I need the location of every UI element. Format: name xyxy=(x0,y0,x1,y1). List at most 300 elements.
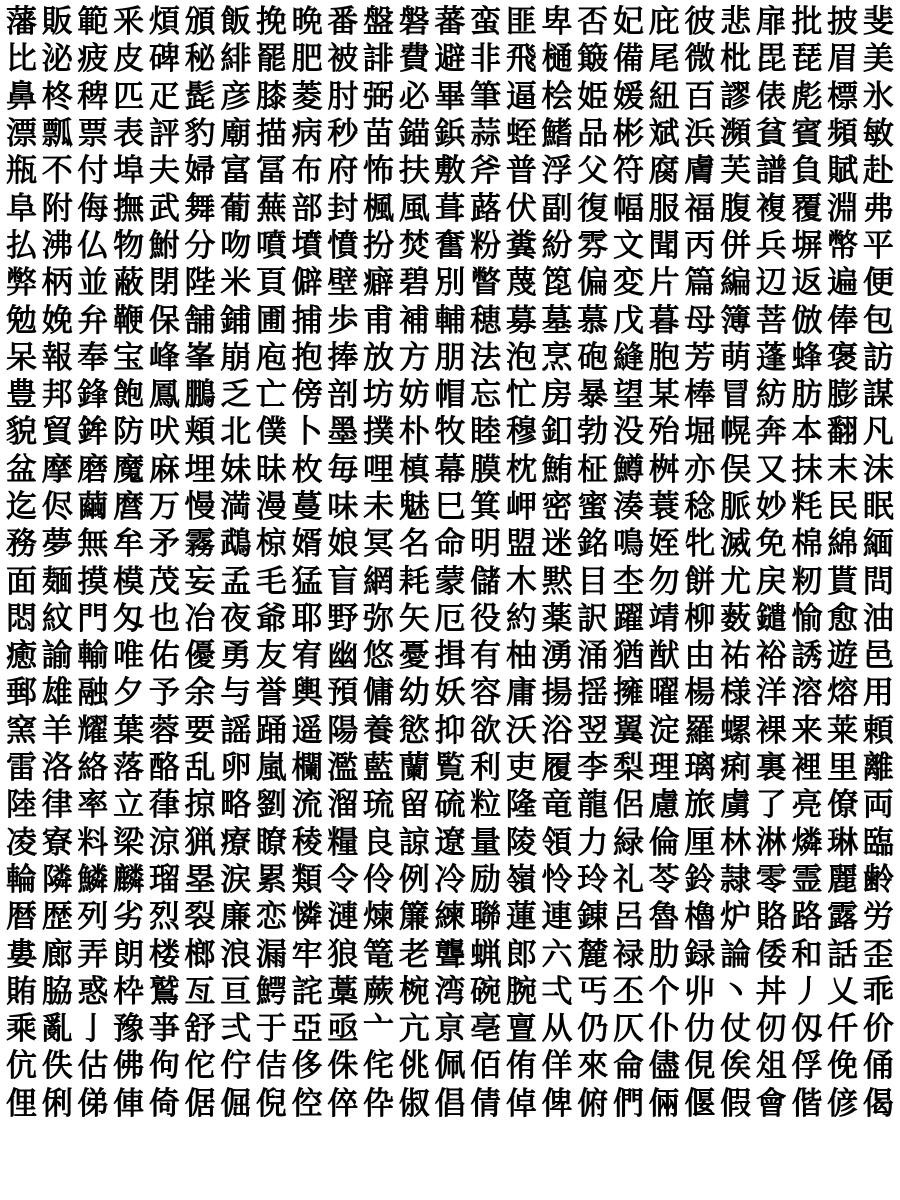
kanji-char: 佝 xyxy=(148,1048,180,1085)
kanji-char: 盆 xyxy=(6,451,37,488)
kanji-char: 俟 xyxy=(720,1048,752,1085)
kanji-char: 又 xyxy=(755,451,787,488)
kanji-char: 戻 xyxy=(755,563,787,600)
kanji-char: 謀 xyxy=(862,377,894,414)
kanji-char: 歩 xyxy=(327,302,359,339)
kanji-char: 鰐 xyxy=(255,973,287,1010)
kanji-char: 舞 xyxy=(184,190,216,227)
kanji-char: 糞 xyxy=(505,227,537,264)
kanji-char: 俚 xyxy=(6,1085,37,1122)
kanji-char: 弼 xyxy=(363,78,395,115)
kanji-char: 要 xyxy=(184,712,216,749)
kanji-char: 剖 xyxy=(327,377,359,414)
kanji-char: 耶 xyxy=(291,600,323,637)
kanji-char: 舒 xyxy=(184,1011,216,1048)
kanji-char: 蓬 xyxy=(755,339,787,376)
kanji-char: 編 xyxy=(720,265,752,302)
kanji-char: 瑠 xyxy=(148,861,180,898)
kanji-char: 詫 xyxy=(291,973,323,1010)
kanji-char: 墳 xyxy=(291,227,323,264)
kanji-char: 覆 xyxy=(791,190,823,227)
kanji-char: 揖 xyxy=(434,638,466,675)
kanji-char: 秘 xyxy=(184,41,216,78)
kanji-char: 忙 xyxy=(505,377,537,414)
kanji-char: 奔 xyxy=(755,414,787,451)
kanji-char: 蘭 xyxy=(398,750,430,787)
kanji-char: 慢 xyxy=(184,489,216,525)
kanji-char: 良 xyxy=(363,824,395,861)
kanji-char: 律 xyxy=(41,787,73,824)
kanji-char: 夢 xyxy=(41,526,73,563)
kanji-char: 複 xyxy=(755,190,787,227)
kanji-char: 枕 xyxy=(505,451,537,488)
kanji-char: 保 xyxy=(148,302,180,339)
kanji-char: 風 xyxy=(398,190,430,227)
kanji-char: 呂 xyxy=(612,899,644,936)
kanji-row xyxy=(6,190,894,227)
kanji-char: 冒 xyxy=(720,377,752,414)
kanji-char: 筆 xyxy=(470,78,502,115)
kanji-char: 槙 xyxy=(398,451,430,488)
kanji-char: 令 xyxy=(327,861,359,898)
kanji-char: 朴 xyxy=(398,414,430,451)
kanji-char: 稔 xyxy=(684,489,716,525)
kanji-char: 也 xyxy=(148,600,180,637)
kanji-char: 路 xyxy=(791,899,823,936)
kanji-char: 門 xyxy=(77,600,109,637)
kanji-char: 厄 xyxy=(434,600,466,637)
kanji-char: 氷 xyxy=(862,78,894,115)
kanji-char: 募 xyxy=(505,302,537,339)
kanji-char: 冶 xyxy=(184,600,216,637)
kanji-char: 亙 xyxy=(184,973,216,1010)
kanji-char: 蔓 xyxy=(291,489,323,525)
kanji-char: 媛 xyxy=(612,78,644,115)
kanji-char: 峰 xyxy=(148,339,180,376)
kanji-char: 役 xyxy=(470,600,502,637)
kanji-char: 崩 xyxy=(220,339,252,376)
kanji-char: 眉 xyxy=(827,41,859,78)
kanji-char: 浜 xyxy=(684,116,716,153)
kanji-char: 必 xyxy=(398,78,430,115)
kanji-char: 零 xyxy=(755,861,787,898)
kanji-char: 忘 xyxy=(470,377,502,414)
kanji-char: 俣 xyxy=(720,451,752,488)
kanji-char: 誘 xyxy=(791,638,823,675)
kanji-char: 假 xyxy=(720,1085,752,1122)
kanji-char: 籾 xyxy=(791,563,823,600)
kanji-char: 閉 xyxy=(148,265,180,302)
kanji-char: 蕨 xyxy=(363,973,395,1010)
kanji-char: 凡 xyxy=(862,414,894,451)
kanji-char: 連 xyxy=(541,899,573,936)
kanji-char: 糧 xyxy=(327,824,359,861)
kanji-char: 片 xyxy=(648,265,680,302)
kanji-char: 病 xyxy=(291,116,323,153)
kanji-char: 眠 xyxy=(862,489,894,525)
kanji-char: 癖 xyxy=(363,265,395,302)
kanji-row xyxy=(6,340,894,377)
kanji-char: 黙 xyxy=(541,563,573,600)
kanji-char: 放 xyxy=(363,339,395,376)
kanji-char: 亳 xyxy=(470,1011,502,1048)
kanji-char: 弌 xyxy=(541,973,573,1010)
kanji-char: 利 xyxy=(470,750,502,787)
kanji-char: 俤 xyxy=(77,1085,109,1122)
kanji-char: 捕 xyxy=(291,302,323,339)
kanji-char: 復 xyxy=(577,190,609,227)
kanji-char: 魯 xyxy=(648,899,680,936)
kanji-char: 謬 xyxy=(720,78,752,115)
kanji-char: 評 xyxy=(148,116,180,153)
kanji-row xyxy=(6,563,894,600)
kanji-char: 亟 xyxy=(327,1011,359,1048)
kanji-char: 陸 xyxy=(6,787,37,824)
kanji-char: 料 xyxy=(77,824,109,861)
kanji-char: 平 xyxy=(862,227,894,264)
kanji-char: 仍 xyxy=(577,1011,609,1048)
kanji-char: 泡 xyxy=(505,339,537,376)
kanji-char: 妖 xyxy=(434,675,466,712)
kanji-char: 霧 xyxy=(184,526,216,563)
kanji-char: 名 xyxy=(398,526,430,563)
kanji-char: 輸 xyxy=(77,638,109,675)
kanji-char: 福 xyxy=(684,190,716,227)
kanji-char: 布 xyxy=(291,153,323,190)
kanji-char: 頻 xyxy=(827,116,859,153)
kanji-char: 碧 xyxy=(398,265,430,302)
kanji-char: 欲 xyxy=(470,712,502,749)
kanji-char: 盤 xyxy=(363,4,395,41)
kanji-char: 頒 xyxy=(184,4,216,41)
kanji-char: 歪 xyxy=(862,936,894,973)
kanji-char: 涼 xyxy=(148,824,180,861)
kanji-char: 淵 xyxy=(827,190,859,227)
kanji-char: 累 xyxy=(255,861,287,898)
kanji-char: 摸 xyxy=(77,563,109,600)
kanji-char: 老 xyxy=(398,936,430,973)
kanji-char: 緬 xyxy=(862,526,894,563)
kanji-char: 肘 xyxy=(327,78,359,115)
kanji-char: 論 xyxy=(720,936,752,973)
kanji-char: 漂 xyxy=(6,116,37,153)
kanji-char: 弄 xyxy=(77,936,109,973)
kanji-char: 略 xyxy=(220,787,252,824)
kanji-char: 猷 xyxy=(648,638,680,675)
kanji-char: 猶 xyxy=(612,638,644,675)
kanji-char: 乱 xyxy=(184,750,216,787)
kanji-char: 聯 xyxy=(470,899,502,936)
kanji-char: 味 xyxy=(327,489,359,525)
kanji-char: 仄 xyxy=(612,1011,644,1048)
kanji-char: 陵 xyxy=(505,824,537,861)
kanji-char: 洛 xyxy=(41,750,73,787)
kanji-char: 履 xyxy=(541,750,573,787)
kanji-char: 俔 xyxy=(684,1048,716,1085)
kanji-char: 泌 xyxy=(41,41,73,78)
kanji-char: 膚 xyxy=(684,153,716,190)
kanji-char: 伏 xyxy=(505,190,537,227)
kanji-char: 俐 xyxy=(41,1085,73,1122)
kanji-char: 話 xyxy=(827,936,859,973)
kanji-char: 朗 xyxy=(113,936,145,973)
kanji-char: 暦 xyxy=(6,899,37,936)
kanji-char: 木 xyxy=(505,563,537,600)
kanji-char: 隣 xyxy=(41,861,73,898)
kanji-char: 妹 xyxy=(220,451,252,488)
kanji-char: 欄 xyxy=(291,750,323,787)
kanji-char: 免 xyxy=(755,526,787,563)
kanji-char: 聾 xyxy=(434,936,466,973)
kanji-char: 鵡 xyxy=(220,526,252,563)
kanji-char: 涙 xyxy=(220,861,252,898)
kanji-char: 蕃 xyxy=(434,4,466,41)
kanji-char: 励 xyxy=(470,861,502,898)
kanji-char: 脇 xyxy=(41,973,73,1010)
kanji-char: 佰 xyxy=(470,1048,502,1085)
kanji-char: 箕 xyxy=(470,489,502,525)
kanji-char: 輪 xyxy=(6,861,37,898)
kanji-char: 毘 xyxy=(755,41,787,78)
kanji-char: 桝 xyxy=(648,451,680,488)
kanji-char: 雷 xyxy=(6,750,37,787)
kanji-char: 溶 xyxy=(791,675,823,712)
kanji-char: 硫 xyxy=(434,787,466,824)
kanji-char: 篭 xyxy=(363,936,395,973)
kanji-row xyxy=(6,414,894,451)
kanji-char: 冷 xyxy=(434,861,466,898)
kanji-char: 侭 xyxy=(41,489,73,525)
kanji-char: 昧 xyxy=(255,451,287,488)
kanji-char: 髭 xyxy=(184,78,216,115)
kanji-char: 湊 xyxy=(612,489,644,525)
kanji-char: 鳳 xyxy=(148,377,180,414)
kanji-char: 麻 xyxy=(148,451,180,488)
kanji-char: 揚 xyxy=(541,675,573,712)
kanji-char: 誹 xyxy=(363,41,395,78)
kanji-char: 養 xyxy=(363,712,395,749)
kanji-char: 婿 xyxy=(291,526,323,563)
kanji-char: 普 xyxy=(505,153,537,190)
kanji-char: 穂 xyxy=(470,302,502,339)
kanji-char: 琉 xyxy=(363,787,395,824)
kanji-char: 鑓 xyxy=(755,600,787,637)
kanji-char: 柊 xyxy=(41,78,73,115)
kanji-char: 魅 xyxy=(398,489,430,525)
kanji-char: 梁 xyxy=(113,824,145,861)
kanji-char: 烹 xyxy=(541,339,573,376)
kanji-grid xyxy=(6,4,894,1123)
kanji-char: 符 xyxy=(612,153,644,190)
kanji-char: 疋 xyxy=(148,78,180,115)
kanji-char: 翌 xyxy=(577,712,609,749)
kanji-char: 表 xyxy=(113,116,145,153)
kanji-char: 紛 xyxy=(541,227,573,264)
kanji-char: 補 xyxy=(398,302,430,339)
kanji-char: 腕 xyxy=(505,973,537,1010)
kanji-char: 豫 xyxy=(113,1011,145,1048)
kanji-char: 篇 xyxy=(684,265,716,302)
kanji-char: 麗 xyxy=(827,861,859,898)
kanji-char: 菱 xyxy=(291,78,323,115)
kanji-char: 迄 xyxy=(6,489,37,525)
kanji-char: 俛 xyxy=(827,1048,859,1085)
kanji-char: 仞 xyxy=(755,1011,787,1048)
kanji-char: 芙 xyxy=(720,153,752,190)
kanji-char: 侶 xyxy=(612,787,644,824)
kanji-char: 帽 xyxy=(434,377,466,414)
kanji-char: 鱗 xyxy=(77,861,109,898)
kanji-char: 亂 xyxy=(41,1011,73,1048)
kanji-char: 勿 xyxy=(648,563,680,600)
kanji-char: 琳 xyxy=(827,824,859,861)
kanji-char: 避 xyxy=(434,41,466,78)
kanji-char: 烈 xyxy=(148,899,180,936)
kanji-char: 併 xyxy=(720,227,752,264)
kanji-char: 模 xyxy=(113,563,145,600)
kanji-char: 棉 xyxy=(791,526,823,563)
kanji-char: 飯 xyxy=(220,4,252,41)
kanji-char: 扉 xyxy=(755,4,787,41)
kanji-char: 卑 xyxy=(541,4,573,41)
kanji-char: 非 xyxy=(470,41,502,78)
kanji-char: 郵 xyxy=(6,675,37,712)
kanji-char: 悲 xyxy=(720,4,752,41)
kanji-char: 葎 xyxy=(148,787,180,824)
kanji-char: 容 xyxy=(470,675,502,712)
kanji-char: 楼 xyxy=(148,936,180,973)
kanji-char: 侮 xyxy=(77,190,109,227)
kanji-char: 戊 xyxy=(612,302,644,339)
kanji-char: 佑 xyxy=(148,638,180,675)
kanji-char: 悠 xyxy=(363,638,395,675)
kanji-char: 遊 xyxy=(827,638,859,675)
kanji-row xyxy=(6,153,894,190)
kanji-char: 倥 xyxy=(291,1085,323,1122)
kanji-char: 蕗 xyxy=(470,190,502,227)
kanji-char: 儲 xyxy=(470,563,502,600)
kanji-char: 赴 xyxy=(862,153,894,190)
kanji-char: 備 xyxy=(612,41,644,78)
kanji-row xyxy=(6,974,894,1011)
kanji-char: 掠 xyxy=(184,787,216,824)
kanji-char: 不 xyxy=(41,153,73,190)
kanji-char: 藁 xyxy=(327,973,359,1010)
kanji-char: 淋 xyxy=(755,824,787,861)
kanji-char: 葺 xyxy=(434,190,466,227)
kanji-char: 佛 xyxy=(113,1048,145,1085)
kanji-char: 遥 xyxy=(291,712,323,749)
kanji-char: 蒜 xyxy=(470,116,502,153)
kanji-char: 葉 xyxy=(113,712,145,749)
kanji-char: 蒙 xyxy=(434,563,466,600)
kanji-char: 淀 xyxy=(648,712,680,749)
kanji-char: 服 xyxy=(648,190,680,227)
kanji-char: 耀 xyxy=(77,712,109,749)
kanji-char: 榔 xyxy=(184,936,216,973)
kanji-char: 理 xyxy=(648,750,680,787)
kanji-char: 魔 xyxy=(113,451,145,488)
kanji-char: 離 xyxy=(862,750,894,787)
kanji-char: 怜 xyxy=(541,861,573,898)
kanji-char: 部 xyxy=(291,190,323,227)
kanji-char: 湾 xyxy=(434,973,466,1010)
kanji-char: 釆 xyxy=(113,4,145,41)
kanji-row xyxy=(6,862,894,899)
kanji-char: 牢 xyxy=(291,936,323,973)
kanji-row xyxy=(6,265,894,302)
kanji-char: 慕 xyxy=(577,302,609,339)
kanji-char: 廉 xyxy=(220,899,252,936)
kanji-char: 問 xyxy=(862,563,894,600)
kanji-char: 臨 xyxy=(862,824,894,861)
kanji-char: 里 xyxy=(827,750,859,787)
kanji-char: 虜 xyxy=(720,787,752,824)
kanji-char: 柾 xyxy=(577,451,609,488)
kanji-char: 幼 xyxy=(398,675,430,712)
kanji-char: 冨 xyxy=(255,153,287,190)
kanji-char: 吏 xyxy=(505,750,537,787)
kanji-row xyxy=(6,377,894,414)
kanji-char: 揺 xyxy=(577,675,609,712)
kanji-char: 墨 xyxy=(327,414,359,451)
kanji-char: 微 xyxy=(684,41,716,78)
kanji-row xyxy=(6,79,894,116)
kanji-char: 丙 xyxy=(684,227,716,264)
kanji-char: 鵬 xyxy=(184,377,216,414)
kanji-char: 用 xyxy=(862,675,894,712)
kanji-char: 釦 xyxy=(541,414,573,451)
kanji-char: 誉 xyxy=(255,675,287,712)
kanji-char: 披 xyxy=(827,4,859,41)
kanji-char: 分 xyxy=(184,227,216,264)
kanji-char: 米 xyxy=(220,265,252,302)
kanji-char: 隆 xyxy=(505,787,537,824)
kanji-row xyxy=(6,116,894,153)
kanji-char: 肪 xyxy=(791,377,823,414)
kanji-char: 肋 xyxy=(648,936,680,973)
kanji-char: 侏 xyxy=(327,1048,359,1085)
kanji-char: 飛 xyxy=(505,41,537,78)
kanji-char: 莱 xyxy=(827,712,859,749)
kanji-char: 俯 xyxy=(577,1085,609,1122)
kanji-char: 箆 xyxy=(541,265,573,302)
kanji-char: 卵 xyxy=(220,750,252,787)
kanji-char: 瀕 xyxy=(720,116,752,153)
kanji-char: 倭 xyxy=(755,936,787,973)
kanji-char: 逼 xyxy=(505,78,537,115)
kanji-char: 猟 xyxy=(184,824,216,861)
kanji-char: 磐 xyxy=(398,4,430,41)
kanji-char: 伶 xyxy=(363,861,395,898)
kanji-char: 翼 xyxy=(612,712,644,749)
kanji-char: 紋 xyxy=(41,600,73,637)
kanji-char: 脈 xyxy=(720,489,752,525)
kanji-char: 龍 xyxy=(577,787,609,824)
kanji-char: 丶 xyxy=(720,973,752,1010)
kanji-char: 油 xyxy=(862,600,894,637)
kanji-char: 惑 xyxy=(77,973,109,1010)
kanji-char: 払 xyxy=(6,227,37,264)
kanji-char: 鋒 xyxy=(77,377,109,414)
kanji-char: 佇 xyxy=(220,1048,252,1085)
kanji-char: 寮 xyxy=(41,824,73,861)
kanji-char: 齢 xyxy=(862,861,894,898)
kanji-char: 夜 xyxy=(220,600,252,637)
kanji-char: 菩 xyxy=(755,302,787,339)
kanji-char: 未 xyxy=(363,489,395,525)
kanji-char: 敏 xyxy=(862,116,894,153)
